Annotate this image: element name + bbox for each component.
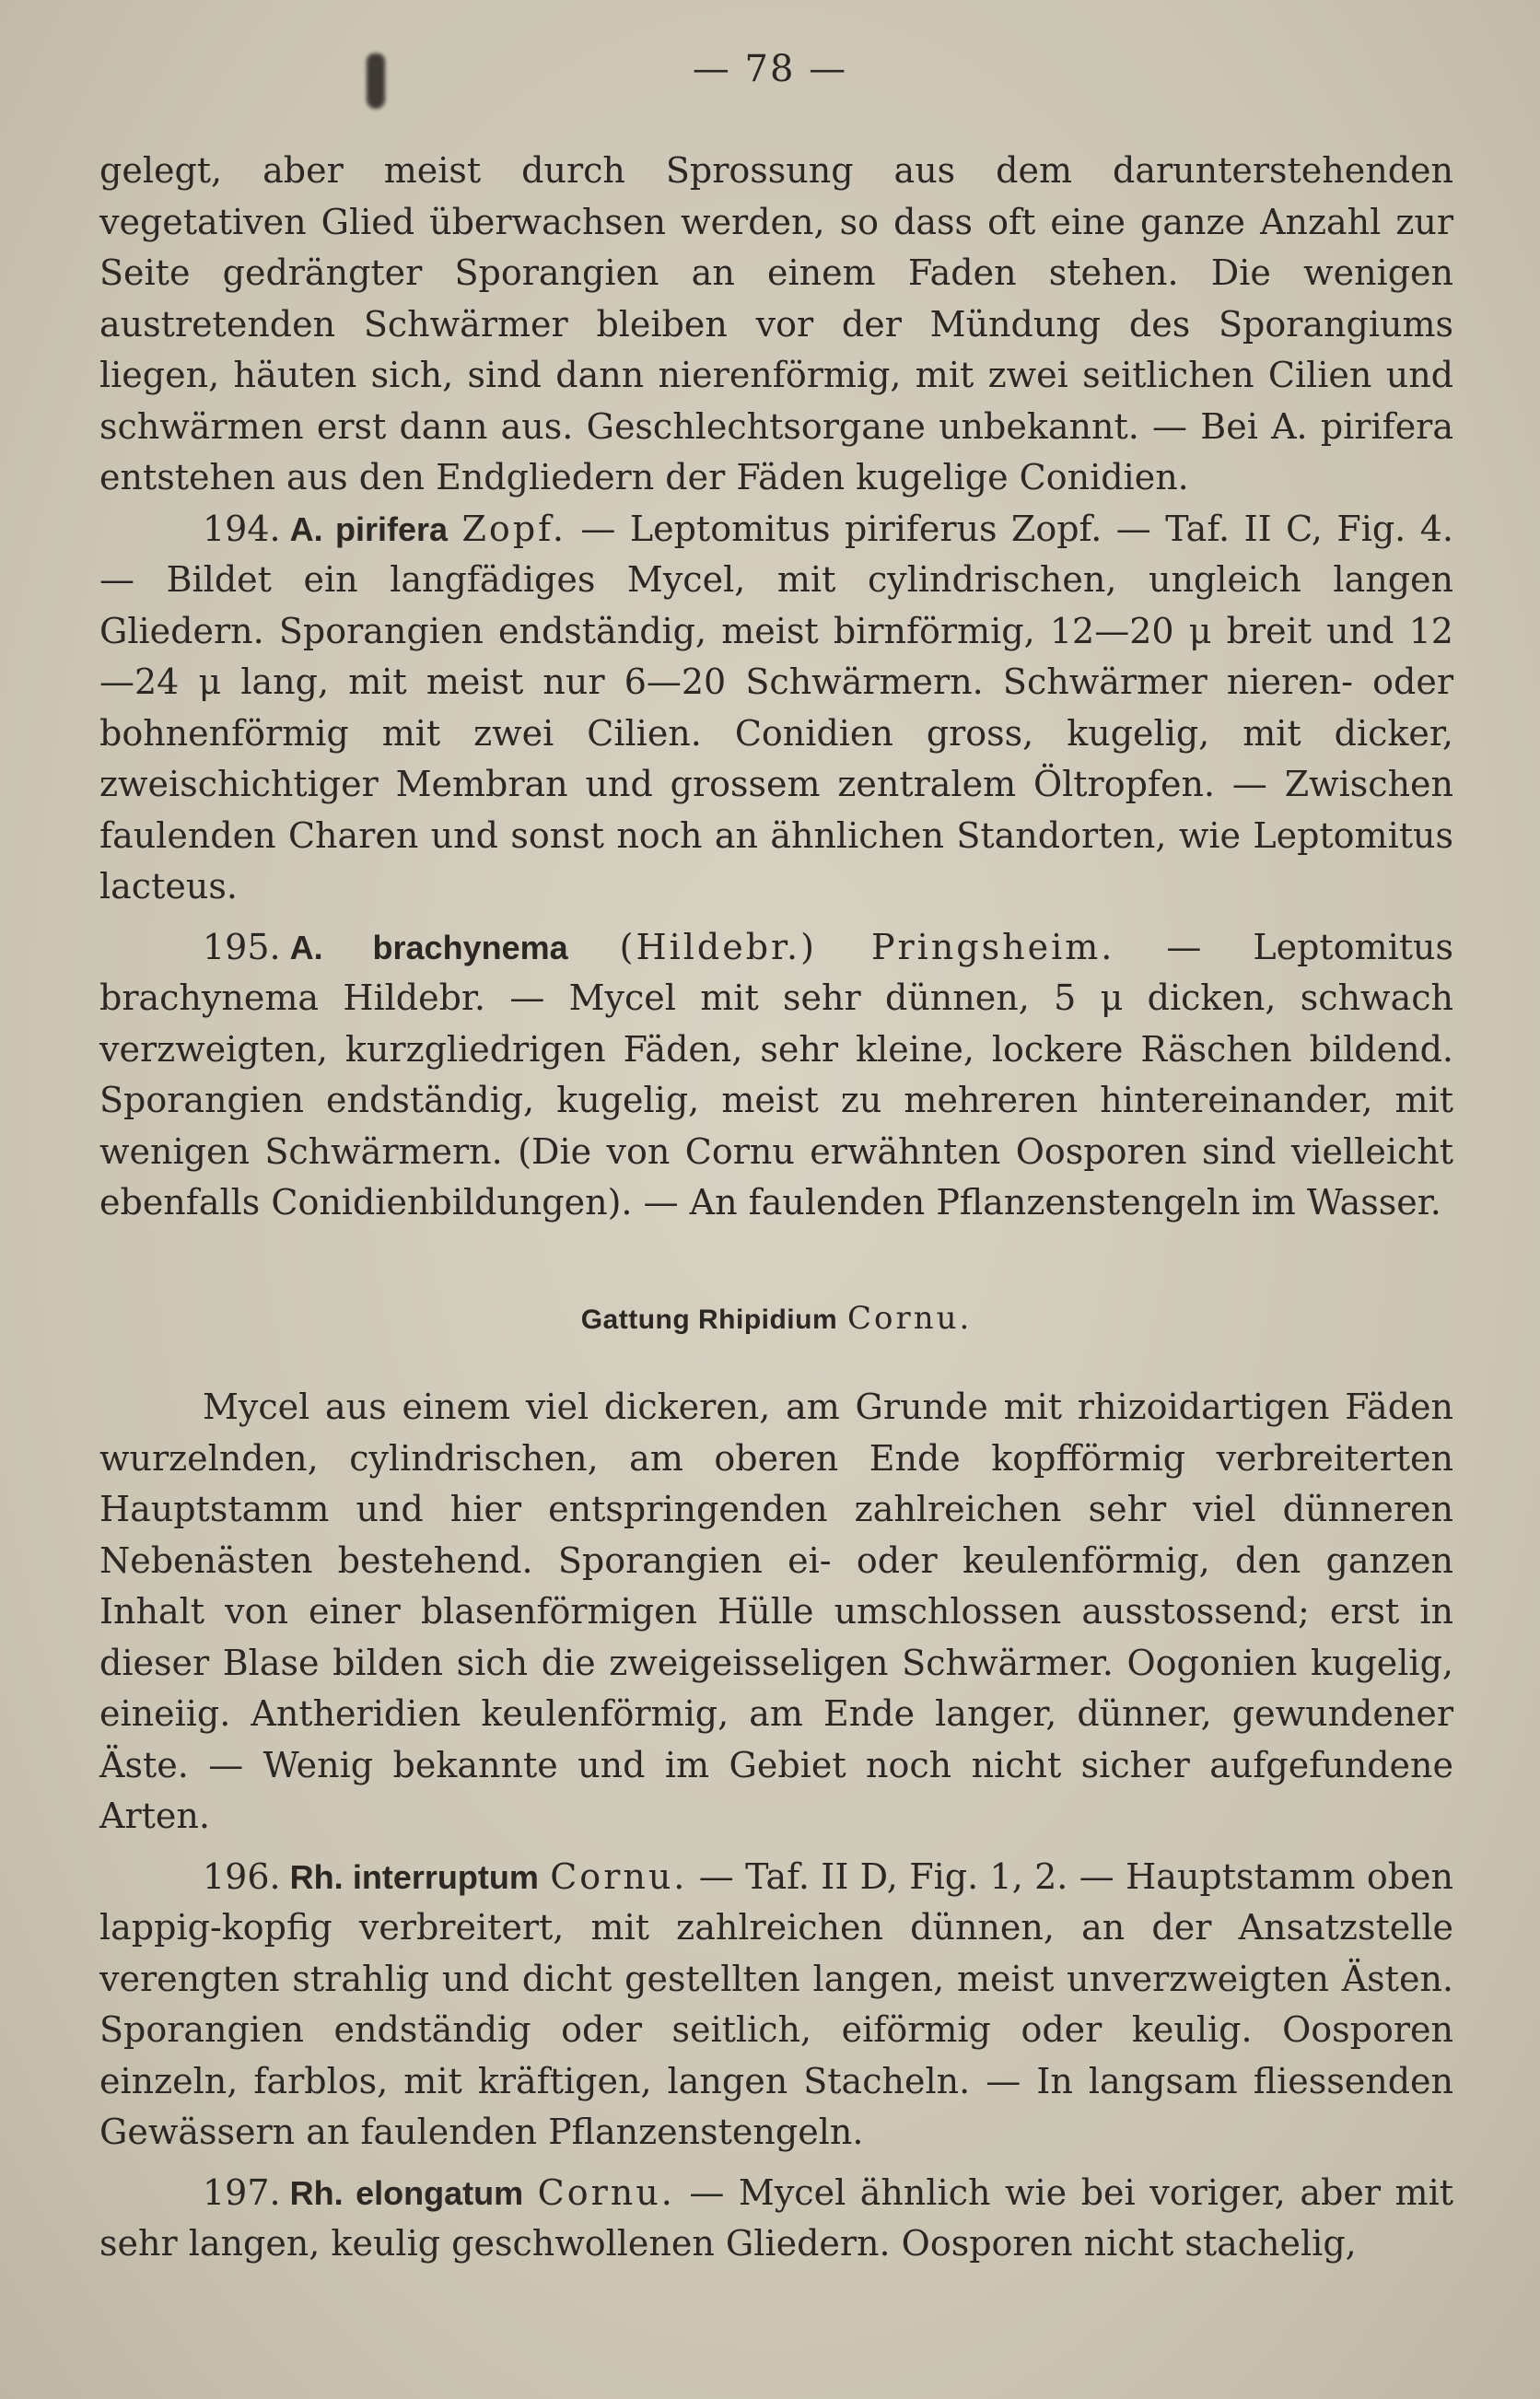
species-name: A. brachynema	[289, 928, 568, 966]
entry-text: — Leptomitus piriferus Zopf. — Taf. II C, Fig. 4. — Bildet ein langfädiges Mycel, mit cylindrischen, ungleich langen Gliedern. Sporangien endständig, meist birnförmig, 12—20 μ breit und 12—24 μ lang, mit meist nur 6—20 Schwärmern. Schwärmer nieren- oder bohnenförmig mit zwei Cilien. Conidien gross, kugelig, mit dicker, zweischichtiger Membran und grossem zentralem Öltropfen. — Zwischen faulenden Charen und sonst noch an ähnlichen Standorten, wie Leptomitus lacteus.	[99, 508, 1453, 907]
genus-label: Gattung Rhipidium	[580, 1304, 838, 1335]
entry-number: 196.	[203, 1855, 281, 1897]
entry-number: 195.	[203, 926, 281, 967]
entry-number: 194.	[203, 508, 281, 549]
species-entry-194	[99, 504, 1453, 913]
species-author: Cornu.	[537, 2171, 675, 2213]
species-name: Rh. interruptum	[289, 1857, 539, 1896]
species-entry-195	[99, 922, 1453, 1229]
entry-text: — Leptomitus brachynema Hildebr. — Mycel mit sehr dünnen, 5 μ dicken, schwach verzweigten, kurzgliedrigen Fäden, sehr kleine, lockere Räschen bildend. Sporangien endständig, kugelig, meist zu mehreren hintereinander, mit wenigen Schwärmern. (Die von Cornu erwähnten Oosporen sind vielleicht ebenfalls Conidienbildungen). — An faulenden Pflanzenstengeln im Wasser.	[99, 926, 1453, 1223]
continued-paragraph: gelegt, aber meist durch Sprossung aus dem darunterstehenden vegetativen Glied überwachsen werden, so dass oft eine ganze Anzahl zur Seite gedrängter Sporangien an einem Faden stehen. Die wenigen austretenden Schwärmer bleiben vor der Mündung des Sporangiums liegen, häuten sich, sind dann nierenförmig, mit zwei seitlichen Cilien und schwärmen erst dann aus. Geschlechtsorgane unbekannt. — Bei A. pirifera entstehen aus den Endgliedern der Fäden kugelige Conidien.	[99, 150, 1453, 497]
genus-heading	[99, 1293, 1453, 1346]
genus-description: Mycel aus einem viel dickeren, am Grunde mit rhizoidartigen Fäden wurzelnden, cylindrischen, am oberen Ende kopfförmig verbreiterten Hauptstamm und hier entspringenden zahlreichen sehr viel dünneren Nebenästen bestehend. Sporangien ei- oder keulenförmig, den ganzen Inhalt von einer blasenförmigen Hülle umschlossen ausstossend; erst in dieser Blase bilden sich die zweigeisseligen Schwärmer. Oogonien kugelig, eineiig. Antheridien keulenförmig, am Ende langer, dünner, gewundener Äste. — Wenig bekannte und im Gebiet noch nicht sicher aufgefundene Arten.	[99, 1387, 1453, 1836]
page-body	[99, 146, 1453, 2270]
species-entry-196	[99, 1852, 1453, 2159]
entry-text: — Mycel ähnlich wie bei voriger, aber mit sehr langen, keulig geschwollenen Gliedern. Oosporen nicht stachelig,	[99, 2171, 1453, 2264]
entry-text: — Taf. II D, Fig. 1, 2. — Hauptstamm oben lappig-kopfig verbreitert, mit zahlreichen dünnen, an der Ansatzstelle verengten strahlig und dicht gestellten langen, meist unverzweigten Ästen. Sporangien endständig oder seitlich, eiförmig oder keulig. Oosporen einzeln, farblos, mit kräftigen, langen Stacheln. — In langsam fliessenden Gewässern an faulenden Pflanzenstengeln.	[99, 1855, 1453, 2152]
species-author: Zopf.	[461, 508, 566, 549]
species-author: (Hildebr.) Pringsheim.	[619, 926, 1115, 967]
page-number: — 78 —	[692, 48, 848, 90]
species-entry-197	[99, 2168, 1453, 2270]
genus-author: Cornu.	[846, 1299, 973, 1337]
species-name: A. pirifera	[289, 509, 449, 548]
species-name: Rh. elongatum	[289, 2173, 524, 2212]
entry-number: 197.	[203, 2171, 281, 2213]
species-author: Cornu.	[550, 1855, 688, 1897]
